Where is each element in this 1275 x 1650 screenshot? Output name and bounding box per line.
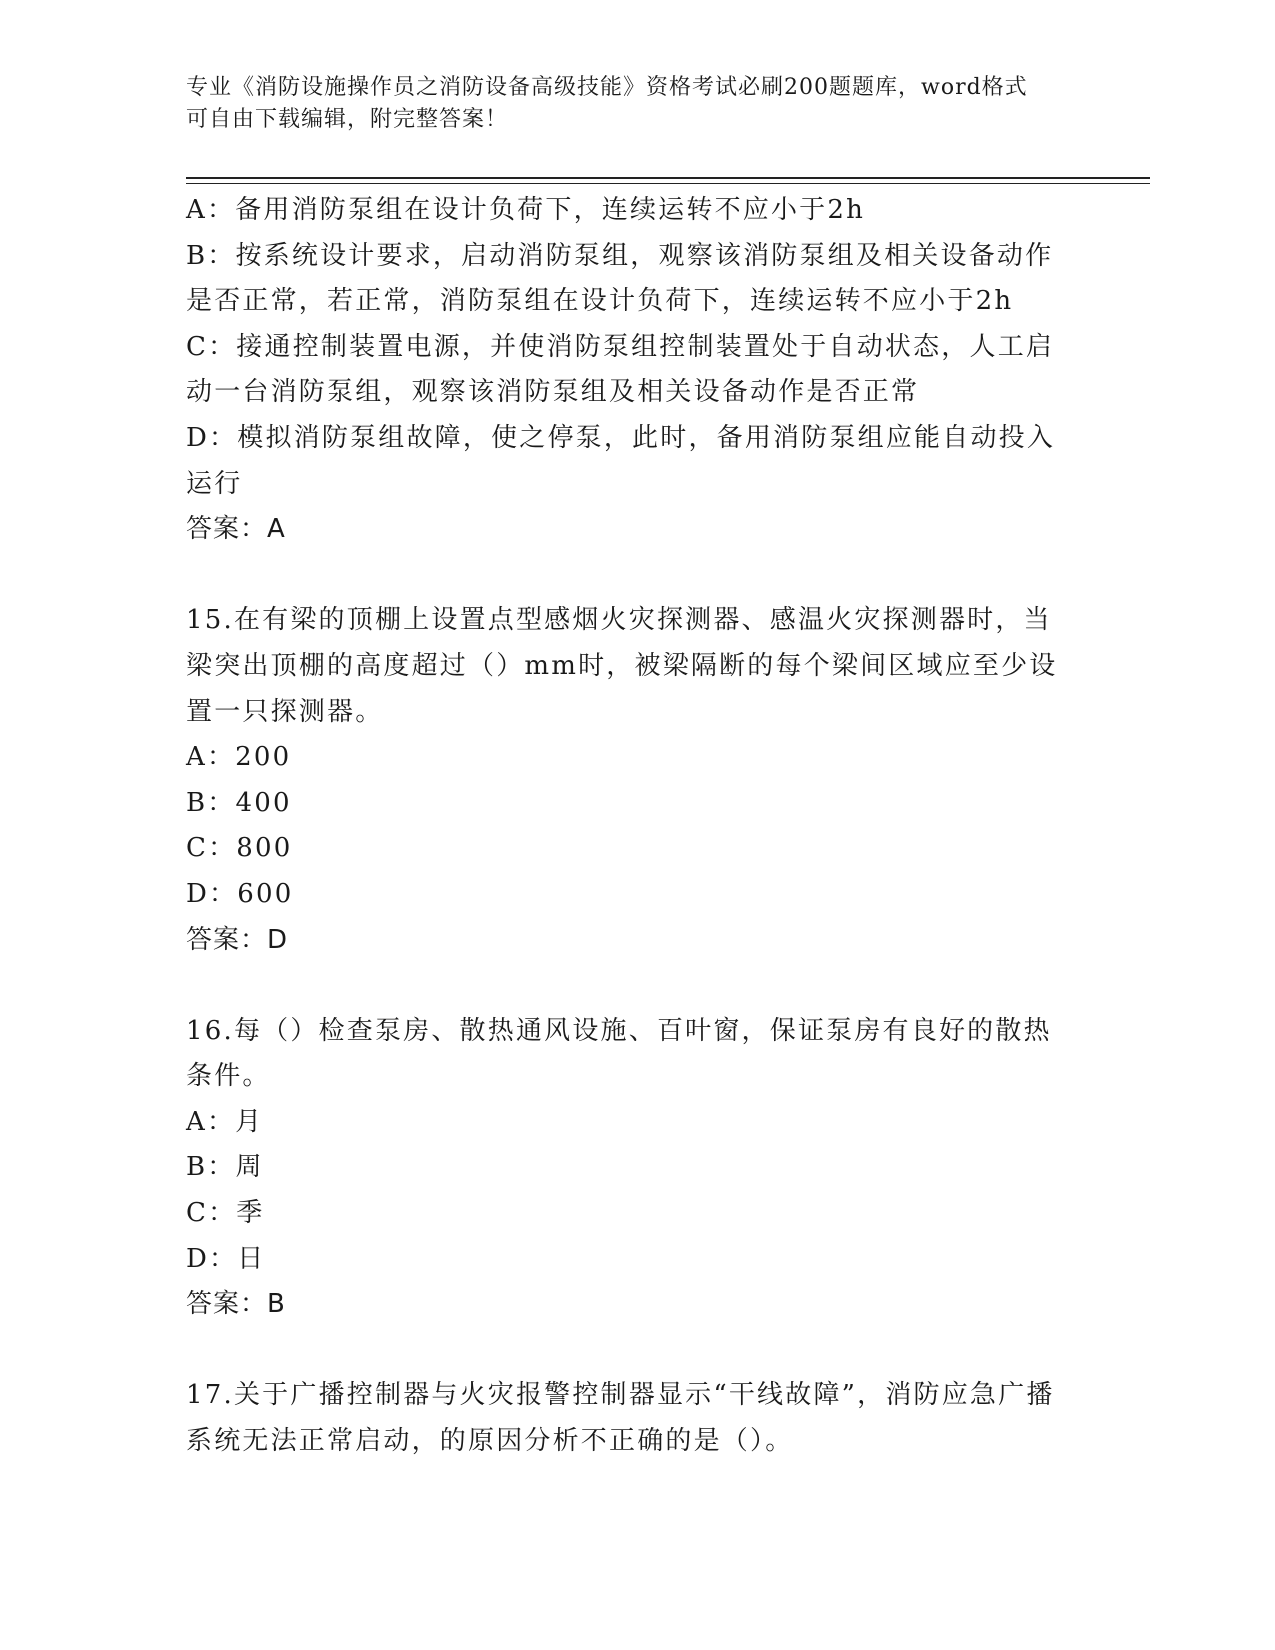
option-b: B：400 [186, 787, 292, 818]
option-b: B：按系统设计要求，启动消防泵组，观察该消防泵组及相关设备动作是否正常，若正常，消防泵组在设计负荷下，连续运转不应小于2h [186, 240, 1054, 317]
spacer [186, 1328, 1066, 1374]
question-17-block [186, 1373, 1066, 1464]
question-15-block [186, 598, 1066, 963]
question-content [186, 188, 1066, 1465]
question-text: 17.关于广播控制器与火灾报警控制器显示“干线故障”，消防应急广播系统无法正常启动，的原因分析不正确的是（）。 [186, 1380, 1055, 1457]
question-text: 16.每（）检查泵房、散热通风设施、百叶窗，保证泵房有良好的散热条件。 [186, 1015, 1052, 1092]
question-14-block [186, 188, 1066, 553]
option-d: D：模拟消防泵组故障，使之停泵，此时，备用消防泵组应能自动投入运行 [186, 422, 1056, 499]
document-header: 专业《消防设施操作员之消防设备高级技能》资格考试必刷200题题库，word格式可自由下载编辑，附完整答案！ [186, 75, 1028, 132]
option-a: A：月 [186, 1106, 264, 1137]
option-b: B：周 [186, 1152, 264, 1183]
option-c: C：800 [186, 833, 293, 864]
option-a: A：备用消防泵组在设计负荷下，连续运转不应小于2h [186, 195, 866, 225]
answer: 答案：A [186, 514, 286, 545]
option-d: D：600 [186, 878, 294, 909]
option-a: A：200 [186, 742, 292, 773]
spacer [186, 963, 1066, 1009]
question-text: 15.在有梁的顶棚上设置点型感烟火灾探测器、感温火灾探测器时，当梁突出顶棚的高度超过（）mm时，被梁隔断的每个梁间区域应至少设置一只探测器。 [186, 605, 1058, 727]
spacer [186, 553, 1066, 599]
answer: 答案：B [186, 1289, 286, 1320]
header-rule-thin [186, 183, 1150, 184]
option-d: D：日 [186, 1243, 266, 1274]
question-16-block [186, 1009, 1066, 1328]
header-rule-thick [186, 177, 1150, 179]
option-c: C：季 [186, 1198, 265, 1229]
option-c: C：接通控制装置电源，并使消防泵组控制装置处于自动状态，人工启动一台消防泵组，观察该消防泵组及相关设备动作是否正常 [186, 331, 1055, 408]
answer: 答案：D [186, 924, 289, 955]
